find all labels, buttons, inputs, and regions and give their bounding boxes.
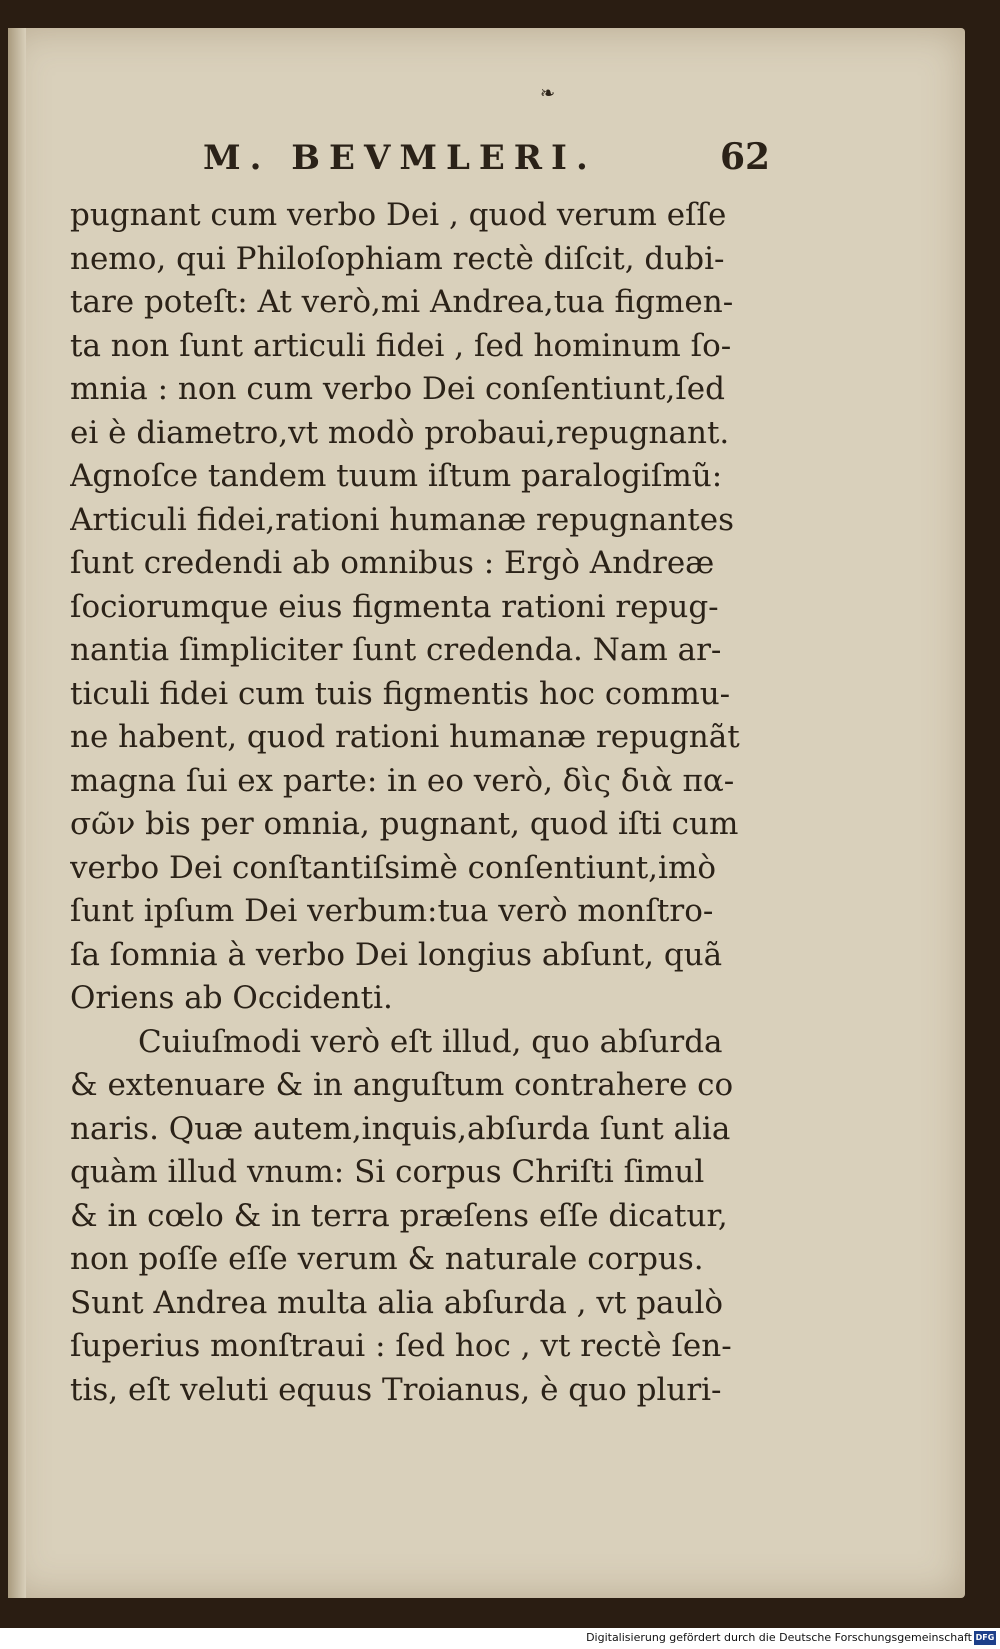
book-page: [8, 28, 965, 1598]
text-line: magna ſui ex parte: in eo verò, δὶς διὰ πα-: [70, 762, 735, 799]
top-ornament: ❧: [540, 83, 556, 104]
text-line: mnia : non cum verbo Dei conſentiunt,ſed: [70, 371, 725, 407]
text-line: ſa ſomnia à verbo Dei longius abſunt, quã: [70, 936, 723, 973]
text-line: non poſſe eſſe verum & naturale corpus.: [70, 1241, 704, 1277]
text-line: Agnoſce tandem tuum iſtum paralogiſmũ:: [70, 458, 723, 494]
text-line: ſociorumque eius figmenta rationi repug-: [70, 588, 719, 625]
text-line: quàm illud vnum: Si corpus Chriſti ſimul: [70, 1154, 705, 1190]
digitization-credit-bar: [0, 1628, 1000, 1649]
body-text: [70, 194, 770, 1412]
text-line: pugnant cum verbo Dei , quod verum eſſe: [70, 197, 727, 233]
text-line: ne habent, quod rationi humanæ repugnãt: [70, 719, 740, 755]
text-line: ſuperius monſtraui : ſed hoc , vt rectè ſen-: [70, 1328, 732, 1364]
text-line: nantia ſimpliciter ſunt credenda. Nam ar-: [70, 632, 722, 668]
text-line: ei è diametro,vt modò probaui,repugnant.: [70, 414, 730, 451]
page-number: 62: [720, 136, 771, 178]
text-line: tare poteſt: At verò,mi Andrea,tua figmen-: [70, 284, 734, 320]
text-line: ſunt ipſum Dei verbum:tua verò monſtro-: [70, 893, 714, 929]
text-line: Sunt Andrea multa alia abſurda , vt paulò: [70, 1284, 724, 1321]
text-line: Cuiuſmodi verò eſt illud, quo abſurda: [138, 1023, 723, 1060]
text-line: naris. Quæ autem,inquis,abſurda ſunt alia: [70, 1110, 731, 1147]
text-line: tis, eſt veluti equus Troianus, è quo pluri-: [70, 1371, 722, 1408]
page-gutter: [8, 28, 26, 1598]
text-line: & in cœlo & in terra præſens eſſe dicatur,: [70, 1197, 728, 1234]
text-line: verbo Dei conſtantiſsimè conſentiunt,imò: [70, 849, 717, 886]
dfg-logo-icon: DFG: [974, 1631, 996, 1645]
text-line: Oriens ab Occidenti.: [70, 980, 393, 1016]
text-line: ta non ſunt articuli fidei , ſed hominum ſo-: [70, 327, 732, 364]
credit-text: Digitalisierung gefördert durch die Deutsche Forschungsgemeinschaft: [586, 1631, 972, 1644]
text-line: ſunt credendi ab omnibus : Ergò Andreæ: [70, 545, 715, 581]
text-line: & extenuare & in anguſtum contrahere co: [70, 1067, 734, 1103]
running-head: M. BEVMLERI.: [203, 138, 597, 178]
text-line: nemo, qui Philoſophiam rectè diſcit, dubi-: [70, 240, 725, 277]
text-line: Articuli fidei,rationi humanæ repugnantes: [70, 501, 735, 538]
text-line: ticuli fidei cum tuis figmentis hoc commu-: [70, 675, 731, 712]
text-line: σῶν bis per omnia, pugnant, quod iſti cum: [70, 806, 739, 842]
